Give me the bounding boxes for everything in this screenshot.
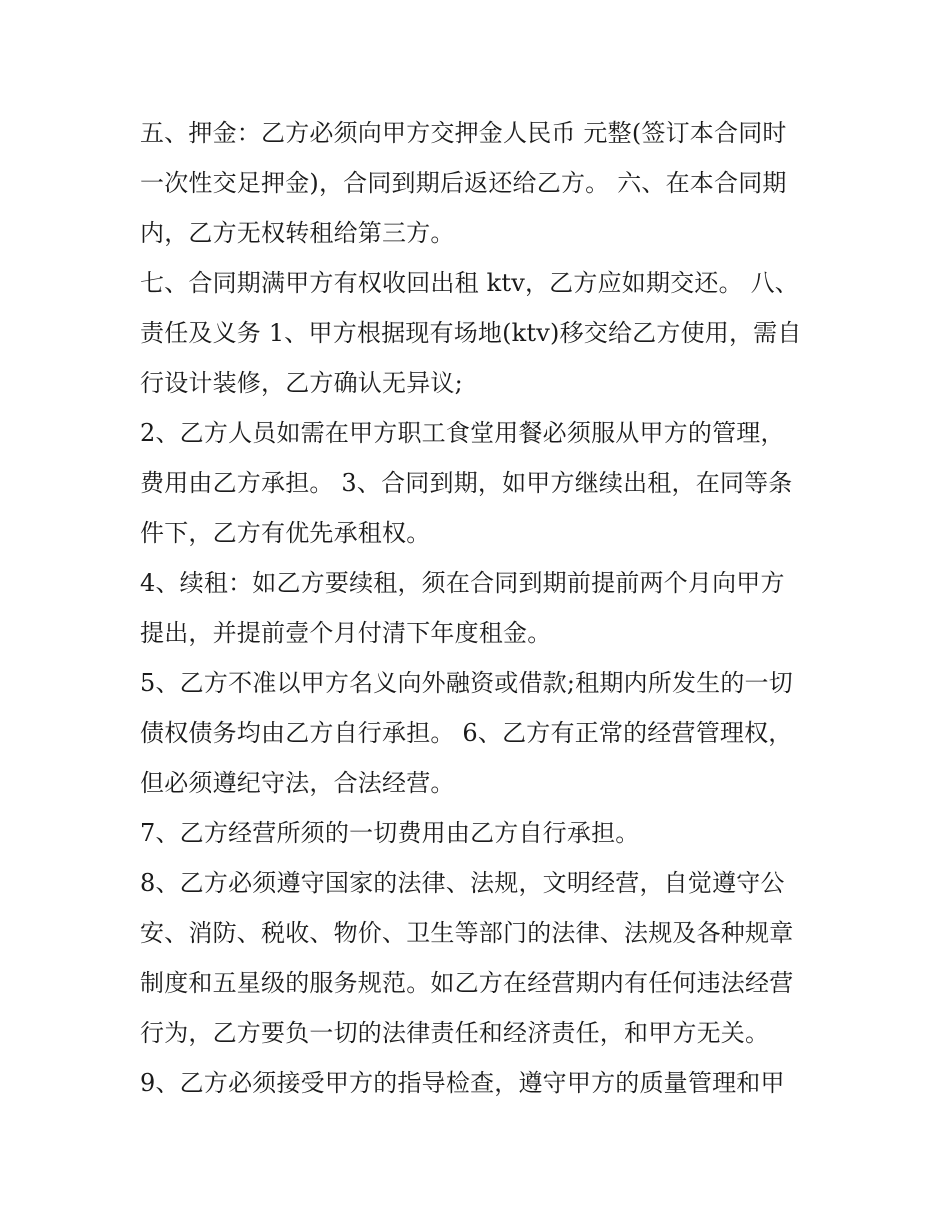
- text-line: 五、押金：乙方必须向甲方交押金人民币 元整(签订本合同时: [140, 119, 787, 147]
- text-line: 一次性交足押金)，合同到期后返还给乙方。 六、在本合同期: [140, 169, 787, 197]
- text-line: 提出，并提前壹个月付清下年度租金。: [140, 619, 552, 647]
- clause-item-9-inspection: [140, 1058, 840, 1108]
- text-line: 7、乙方经营所须的一切费用由乙方自行承担。: [140, 819, 640, 847]
- clause-item-5-6: [140, 658, 840, 808]
- clause-7-8-responsibilities: [140, 258, 840, 408]
- text-line: 5、乙方不准以甲方名义向外融资或借款;租期内所发生的一切: [140, 669, 793, 697]
- text-line: 行设计装修，乙方确认无异议;: [140, 369, 463, 397]
- text-line: 2、乙方人员如需在甲方职工食堂用餐必须服从甲方的管理，: [140, 419, 785, 447]
- text-line: 债权债务均由乙方自行承担。 6、乙方有正常的经营管理权，: [140, 719, 793, 747]
- clause-item-2-3: [140, 408, 840, 558]
- clause-item-7-costs: [140, 808, 840, 858]
- text-line: 七、合同期满甲方有权收回出租 ktv，乙方应如期交还。 八、: [140, 269, 800, 297]
- text-line: 费用由乙方承担。 3、合同到期，如甲方继续出租，在同等条: [140, 469, 793, 497]
- text-line: 4、续租：如乙方要续租，须在合同到期前提前两个月向甲方: [140, 569, 785, 597]
- text-line: 行为，乙方要负一切的法律责任和经济责任，和甲方无关。: [140, 1019, 770, 1047]
- text-line: 9、乙方必须接受甲方的指导检查，遵守甲方的质量管理和甲: [140, 1069, 785, 1097]
- text-line: 件下，乙方有优先承租权。: [140, 519, 431, 547]
- text-line: 安、消防、税收、物价、卫生等部门的法律、法规及各种规章: [140, 919, 794, 947]
- clause-item-8-compliance: [140, 858, 840, 1058]
- document-body: [140, 108, 840, 1108]
- text-line: 责任及义务 1、甲方根据现有场地(ktv)移交给乙方使用，需自: [140, 319, 802, 347]
- clause-item-4-renewal: [140, 558, 840, 658]
- text-line: 制度和五星级的服务规范。如乙方在经营期内有任何违法经营: [140, 969, 794, 997]
- text-line: 8、乙方必须遵守国家的法律、法规，文明经营，自觉遵守公: [140, 869, 785, 897]
- text-line: 内，乙方无权转租给第三方。: [140, 219, 455, 247]
- clause-5-deposit: [140, 108, 840, 258]
- text-line: 但必须遵纪守法，合法经营。: [140, 769, 455, 797]
